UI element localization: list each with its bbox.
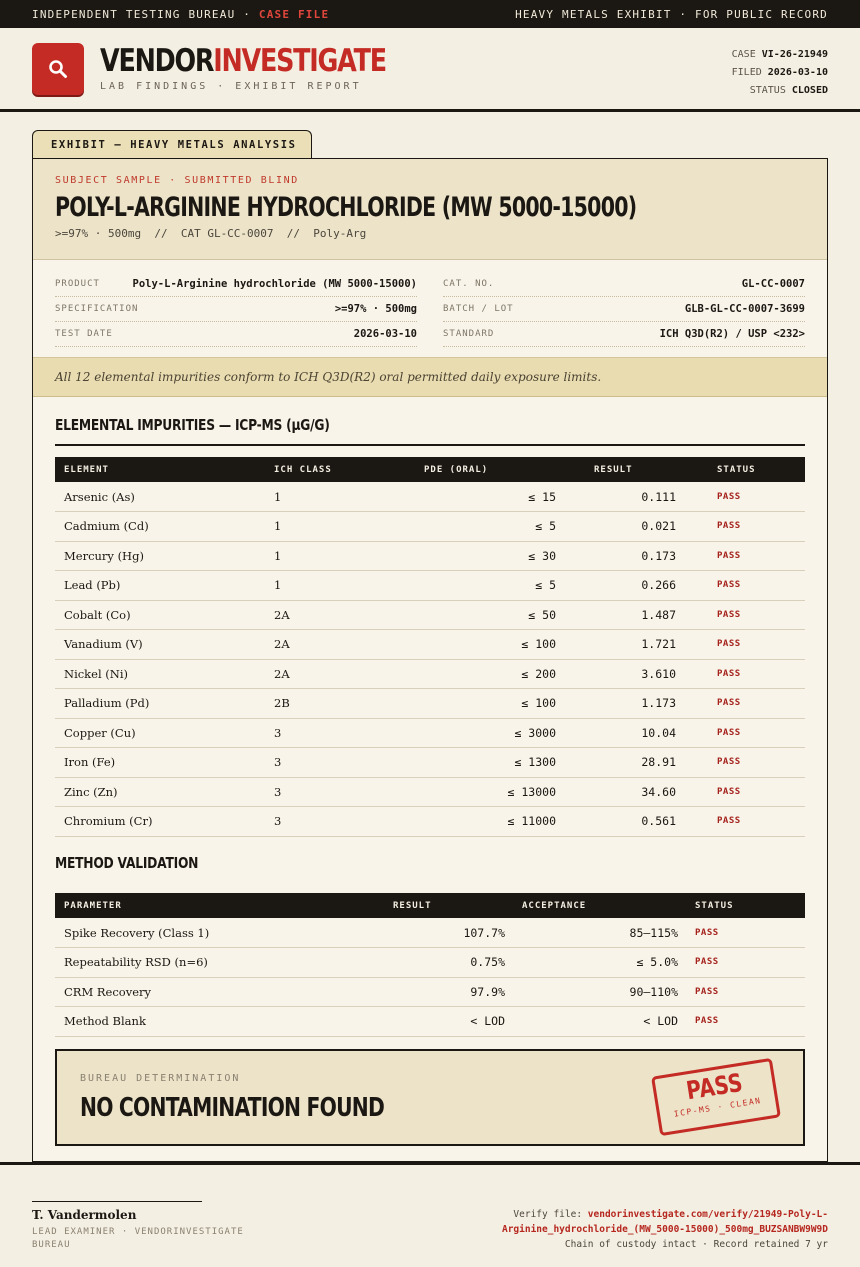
subject-title: POLY-L-ARGININE HYDROCHLORIDE (MW 5000-15000)	[55, 192, 637, 223]
status-cell: PASS	[678, 977, 805, 1007]
case-meta	[732, 46, 828, 100]
ich-class-cell: 1	[265, 482, 415, 512]
status-cell: PASS	[690, 748, 805, 778]
spec-row: CAT. NO. GL-CC-0007	[443, 272, 805, 297]
ich-class-cell: 2A	[265, 659, 415, 689]
ich-class-cell: 1	[265, 512, 415, 542]
result-cell: 0.266	[570, 571, 690, 601]
ich-class-cell: 2A	[265, 630, 415, 660]
result-cell: 0.021	[570, 512, 690, 542]
element-cell: Chromium (Cr)	[55, 807, 265, 837]
table-header-row: ELEMENT ICH CLASS PDE (ORAL) RESULT STATUS	[55, 457, 805, 482]
table-row	[55, 571, 805, 601]
pde-cell: ≤ 30	[415, 541, 570, 571]
element-cell: Cadmium (Cd)	[55, 512, 265, 542]
table-row	[55, 600, 805, 630]
ich-class-cell: 3	[265, 718, 415, 748]
result-cell: 1.173	[570, 689, 690, 719]
result-cell: < LOD	[355, 1007, 505, 1037]
ich-class-cell: 3	[265, 777, 415, 807]
ich-class-cell: 3	[265, 748, 415, 778]
subject-meta: >=97% · 500mg // CAT GL-CC-0007 // Poly-Arg	[55, 227, 367, 240]
pass-stamp	[651, 1058, 781, 1136]
result-cell: 0.111	[570, 482, 690, 512]
status-cell: PASS	[690, 689, 805, 719]
brand-investigate: INVESTIGATE	[213, 43, 386, 79]
pde-cell: ≤ 3000	[415, 718, 570, 748]
verify-label: Verify file:	[513, 1209, 583, 1220]
result-cell: 0.561	[570, 807, 690, 837]
parameter-cell: Spike Recovery (Class 1)	[55, 918, 355, 948]
table-row	[55, 807, 805, 837]
result-cell: 28.91	[570, 748, 690, 778]
parameter-cell: Method Blank	[55, 1007, 355, 1037]
result-cell: 1.487	[570, 600, 690, 630]
pde-cell: ≤ 200	[415, 659, 570, 689]
logo-badge[interactable]	[32, 43, 84, 95]
signer-name: T. Vandermolen	[32, 1208, 137, 1222]
table-row	[55, 1007, 805, 1037]
element-cell: Cobalt (Co)	[55, 600, 265, 630]
element-cell: Copper (Cu)	[55, 718, 265, 748]
pde-cell: ≤ 1300	[415, 748, 570, 778]
element-cell: Arsenic (As)	[55, 482, 265, 512]
exhibit-tab: EXHIBIT — HEAVY METALS ANALYSIS	[32, 130, 312, 158]
search-icon	[47, 58, 69, 80]
status-cell: PASS	[690, 630, 805, 660]
table-header-row: PARAMETER RESULT ACCEPTANCE STATUS	[55, 893, 805, 918]
spec-row: TEST DATE 2026-03-10	[55, 322, 417, 347]
status-cell: PASS	[690, 600, 805, 630]
element-cell: Palladium (Pd)	[55, 689, 265, 719]
banner-case-file-label: CASE FILE	[258, 7, 330, 21]
acceptance-cell: ≤ 5.0%	[505, 948, 678, 978]
validation-table	[55, 893, 805, 1037]
pde-cell: ≤ 5	[415, 571, 570, 601]
banner-left	[32, 8, 329, 21]
status-cell: PASS	[678, 918, 805, 948]
parameter-cell: Repeatability RSD (n=6)	[55, 948, 355, 978]
pde-cell: ≤ 13000	[415, 777, 570, 807]
site-header	[0, 28, 860, 112]
filed-date: FILED 2026-03-10	[731, 67, 828, 78]
element-cell: Zinc (Zn)	[55, 777, 265, 807]
pde-cell: ≤ 15	[415, 482, 570, 512]
ich-class-cell: 1	[265, 571, 415, 601]
status-cell: PASS	[690, 482, 805, 512]
result-cell: 3.610	[570, 659, 690, 689]
banner-bureau-label: INDEPENDENT TESTING BUREAU ·	[32, 7, 252, 21]
status-cell: PASS	[690, 659, 805, 689]
status-cell: PASS	[690, 718, 805, 748]
verify-link[interactable]: vendorinvestigate.com/verify/21949-Poly-L-Arginine_hydrochloride_(MW_5000-15000)_500mg_BUZSANBW9W9D	[501, 1209, 828, 1235]
status-cell: PASS	[690, 541, 805, 571]
top-banner	[0, 0, 860, 28]
status-cell: PASS	[690, 777, 805, 807]
stamp-caption: ICP-MS · CLEAN	[673, 1096, 763, 1119]
element-cell: Lead (Pb)	[55, 571, 265, 601]
table-row	[55, 630, 805, 660]
ich-class-cell: 2A	[265, 600, 415, 630]
table-row	[55, 777, 805, 807]
status-cell: PASS	[678, 1007, 805, 1037]
validation-heading: METHOD VALIDATION	[55, 854, 199, 872]
brand-wordmark[interactable]	[100, 45, 386, 77]
table-row	[55, 482, 805, 512]
ich-class-cell: 3	[265, 807, 415, 837]
stamp-label: PASS	[684, 1067, 745, 1106]
result-cell: 107.7%	[355, 918, 505, 948]
case-status: STATUS CLOSED	[749, 85, 828, 96]
determination-kicker: BUREAU DETERMINATION	[80, 1073, 241, 1084]
signature-line	[32, 1201, 202, 1202]
spec-row: PRODUCT Poly-L-Arginine hydrochloride (MW 5000-15000)	[55, 272, 417, 297]
acceptance-cell: 85–115%	[505, 918, 678, 948]
table-row	[55, 689, 805, 719]
spec-column-left	[55, 272, 417, 347]
element-cell: Iron (Fe)	[55, 748, 265, 778]
pde-cell: ≤ 11000	[415, 807, 570, 837]
status-cell: PASS	[690, 807, 805, 837]
spec-row: SPECIFICATION >=97% · 500mg	[55, 297, 417, 322]
impurities-rule	[55, 444, 805, 446]
impurities-heading: ELEMENTAL IMPURITIES — ICP-MS (μG/G)	[55, 416, 330, 434]
pde-cell: ≤ 50	[415, 600, 570, 630]
pde-cell: ≤ 5	[415, 512, 570, 542]
brand-vendor: VENDOR	[100, 43, 214, 79]
determination-verdict: NO CONTAMINATION FOUND	[80, 1093, 385, 1123]
table-row	[55, 659, 805, 689]
custody-note: Chain of custody intact · Record retained 7 yr	[564, 1239, 828, 1250]
table-row	[55, 748, 805, 778]
parameter-cell: CRM Recovery	[55, 977, 355, 1007]
result-cell: 0.173	[570, 541, 690, 571]
impurities-table	[55, 457, 805, 837]
conformance-note: All 12 elemental impurities conform to ICH Q3D(R2) oral permitted daily exposure limits.	[33, 357, 827, 397]
element-cell: Nickel (Ni)	[55, 659, 265, 689]
signer-role: LEAD EXAMINER · VENDORINVESTIGATE BUREAU	[32, 1227, 244, 1250]
result-cell: 97.9%	[355, 977, 505, 1007]
table-row	[55, 977, 805, 1007]
ich-class-cell: 2B	[265, 689, 415, 719]
pde-cell: ≤ 100	[415, 689, 570, 719]
table-row	[55, 512, 805, 542]
verify-block	[358, 1207, 828, 1252]
subject-panel	[33, 159, 827, 260]
footer-rule	[0, 1162, 860, 1165]
table-row	[55, 718, 805, 748]
spec-row: BATCH / LOT GLB-GL-CC-0007-3699	[443, 297, 805, 322]
ich-class-cell: 1	[265, 541, 415, 571]
element-cell: Vanadium (V)	[55, 630, 265, 660]
banner-right-label: HEAVY METALS EXHIBIT · FOR PUBLIC RECORD	[515, 7, 828, 21]
spec-row: STANDARD ICH Q3D(R2) / USP <232>	[443, 322, 805, 347]
pde-cell: ≤ 100	[415, 630, 570, 660]
acceptance-cell: 90–110%	[505, 977, 678, 1007]
result-cell: 34.60	[570, 777, 690, 807]
table-row	[55, 918, 805, 948]
case-number: CASE VI-26-21949	[731, 49, 828, 60]
spec-grid	[33, 260, 827, 357]
subject-kicker: SUBJECT SAMPLE · SUBMITTED BLIND	[55, 175, 299, 186]
brand-subtitle: LAB FINDINGS · EXHIBIT REPORT	[100, 81, 362, 92]
status-cell: PASS	[678, 948, 805, 978]
table-row	[55, 541, 805, 571]
status-cell: PASS	[690, 571, 805, 601]
element-cell: Mercury (Hg)	[55, 541, 265, 571]
table-row	[55, 948, 805, 978]
determination-panel	[55, 1049, 805, 1146]
acceptance-cell: < LOD	[505, 1007, 678, 1037]
spec-column-right	[443, 272, 805, 347]
result-cell: 0.75%	[355, 948, 505, 978]
brand	[100, 45, 449, 92]
status-cell: PASS	[690, 512, 805, 542]
exhibit-card	[32, 158, 828, 1162]
result-cell: 1.721	[570, 630, 690, 660]
result-cell: 10.04	[570, 718, 690, 748]
